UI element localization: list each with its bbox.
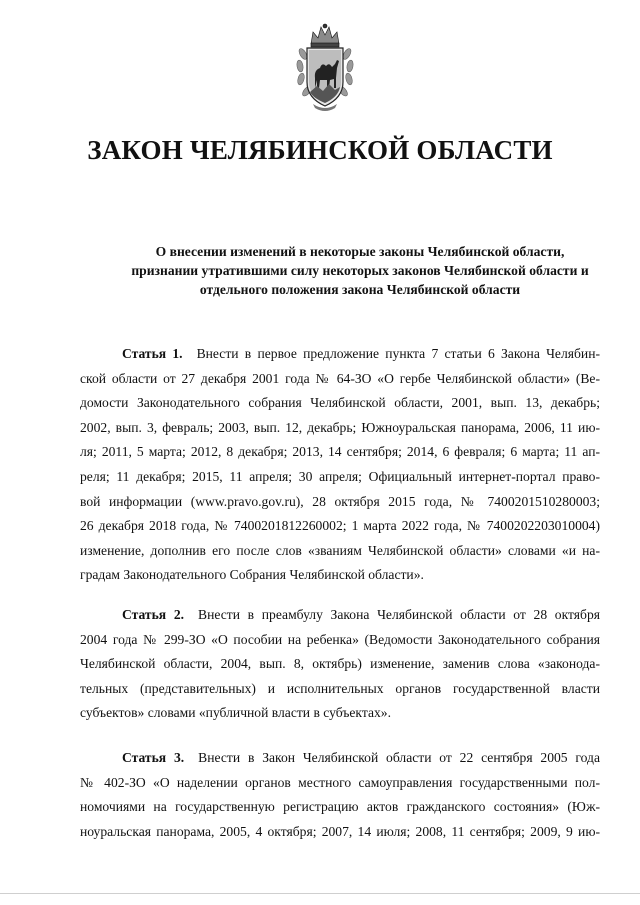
article-line: 2004 года № 299-ЗО «О пособии на ребенка» (Ведомости Законодательного собрания	[80, 631, 600, 647]
article-line: ноуральская панорама, 2005, 4 октября; 2007, 14 июля; 2008, 11 сентября; 2009, 9 ию-	[80, 823, 600, 839]
subtitle-line: признании утратившими силу некоторых законов Челябинской области и	[131, 263, 589, 278]
article-line: изменение, дополнив его после слов «званиям Челябинской области» словами «и на-	[80, 542, 600, 558]
article-line: градам Законодательного Собрания Челябинской области».	[80, 567, 424, 583]
article-line: Челябинской области, 2004, вып. 8, октябрь) изменение, заменив слова «законода-	[80, 656, 600, 672]
article-line: вой информации (www.pravo.gov.ru), 28 октября 2015 года, № 7400201510280003;	[80, 493, 600, 509]
page-bottom-edge	[0, 893, 640, 894]
article-line	[80, 342, 600, 367]
article-3	[80, 746, 600, 844]
article-line: № 402-ЗО «О наделении органов местного самоуправления государственными пол-	[80, 774, 600, 790]
article-line: реля; 11 декабря; 2015, 11 апреля; 30 апреля; Официальный интернет-портал право-	[80, 468, 600, 484]
article-label: Статья 3.	[122, 750, 185, 765]
article-line: 2002, вып. 3, февраль; 2003, вып. 12, декабрь; Южноуральская панорама, 2006, 11 ию-	[80, 419, 600, 435]
article-2	[80, 603, 600, 726]
article-line: ля; 2011, 5 марта; 2012, 8 декабря; 2013, 14 сентября; 2014, 6 февраля; 6 марта; 11 ап-	[80, 444, 600, 460]
article-line: субъектов» словами «публичной власти в субъектах».	[80, 705, 391, 721]
article-label: Статья 1.	[122, 346, 183, 361]
subtitle-line: О внесении изменений в некоторые законы Челябинской области,	[155, 244, 565, 259]
article-line	[80, 746, 600, 771]
article-text: Внести в преамбулу Закона Челябинской области от 28 октября	[198, 607, 600, 622]
article-line: 26 декабря 2018 года, № 7400201812260002; 1 марта 2022 года, № 7400202203010004)	[80, 518, 600, 534]
article-line: тельных (представительных) и исполнительных органов государственной власти	[80, 680, 600, 696]
article-text: Внести в первое предложение пункта 7 статьи 6 Закона Челябин-	[196, 346, 600, 361]
subtitle-line: отдельного положения закона Челябинской области	[199, 282, 521, 297]
article-line: ской области от 27 декабря 2001 года № 64-ЗО «О гербе Челябинской области» (Ве-	[80, 370, 600, 386]
article-line: домости Законодательного собрания Челябинской области, 2001, вып. 13, декабрь;	[80, 395, 600, 411]
article-line: номочиями на государственную регистрацию актов гражданского состояния» (Юж-	[80, 799, 600, 815]
article-line	[80, 603, 600, 628]
law-title: ЗАКОН ЧЕЛЯБИНСКОЙ ОБЛАСТИ	[87, 135, 553, 165]
article-label: Статья 2.	[122, 607, 185, 622]
crown-icon	[311, 24, 339, 47]
article-text: Внести в Закон Челябинской области от 22 сентября 2005 года	[198, 750, 601, 765]
coat-of-arms-emblem	[293, 22, 357, 114]
law-subtitle	[110, 242, 610, 299]
article-1	[80, 342, 600, 588]
